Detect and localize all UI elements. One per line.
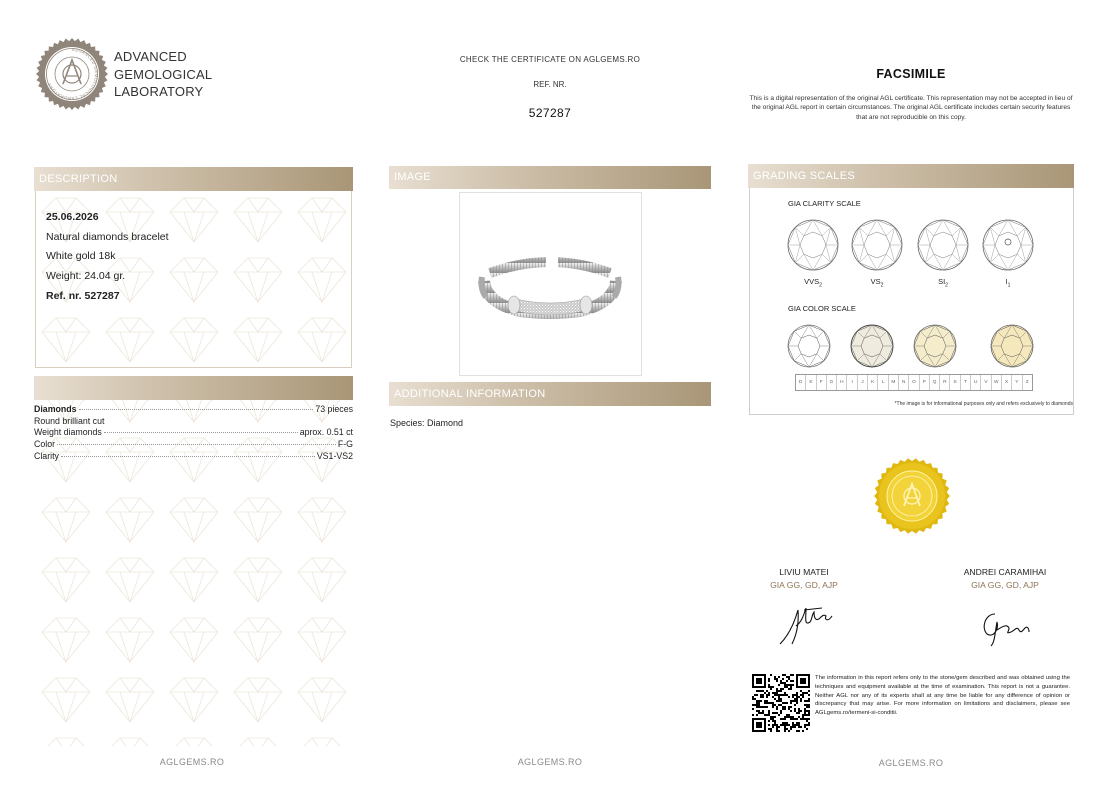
lab-name-line: GEMOLOGICAL	[114, 66, 213, 82]
lab-name	[114, 48, 212, 101]
diamond-specs-table	[34, 404, 353, 463]
color-grade-cell: L	[878, 375, 888, 390]
color-grade-cell: H	[837, 375, 847, 390]
grading-scales-header: GRADING SCALES	[748, 164, 1074, 188]
color-grade-cell: I	[847, 375, 857, 390]
color-grade-cell: N	[899, 375, 909, 390]
additional-info-header: ADDITIONAL INFORMATION	[389, 382, 711, 406]
lab-name-line: LABORATORY	[114, 84, 204, 99]
color-grade-cell: S	[950, 375, 960, 390]
spec-value: aprox. 0.51 ct	[299, 427, 353, 438]
footer-link[interactable]: AGLGEMS.RO	[878, 758, 944, 768]
spec-row	[34, 404, 353, 416]
clarity-label-i: $I_1$	[1005, 277, 1011, 289]
gold-seal-icon	[874, 458, 950, 534]
bracelet-image	[460, 193, 641, 375]
clarity-gem-si	[918, 220, 968, 270]
clarity-diamonds	[786, 218, 1038, 274]
color-grade-cell: U	[971, 375, 981, 390]
spec-leader	[61, 456, 315, 457]
item-metal: White gold 18k	[46, 250, 116, 263]
certificate-date: 25.06.2026	[46, 211, 99, 223]
clarity-label-vs: $VS_2$	[870, 277, 884, 289]
image-header: IMAGE	[389, 166, 711, 189]
species-text: Species: Diamond	[390, 418, 464, 428]
seal-ring-text: ADVANCED GEMOLOGICAL LABORATORY	[46, 46, 100, 102]
color-grade-cell: Z	[1025, 380, 1029, 385]
clarity-scale-title: GIA CLARITY SCALE	[788, 199, 861, 208]
color-grade-cell: O	[909, 375, 919, 390]
agl-seal-logo	[36, 38, 108, 110]
color-grade-cell: V	[981, 375, 991, 390]
specs-header	[34, 376, 353, 400]
color-grade-cell: G	[827, 375, 837, 390]
ref-label: REF. NR.	[533, 80, 567, 89]
grading-disclaimer: *The image is for informational purposes only and refers exclusively to diamonds	[894, 401, 1073, 407]
color-grade-bar	[795, 374, 1033, 391]
lab-name-line: ADVANCED	[114, 49, 187, 64]
facsimile-notice: This is a digital representation of the original AGL certificate. This representation may not be accepted in lieu of the original AGL report in certain circumstances. The original AGL certificate includes certain security features that are not reproducible on this copy.	[749, 95, 1073, 121]
color-grade-cell: P	[920, 375, 930, 390]
color-grade-cell: Q	[930, 375, 940, 390]
color-grade-cell: E	[806, 375, 816, 390]
spec-value: VS1-VS2	[316, 450, 353, 461]
spec-row	[34, 439, 353, 451]
check-certificate-link[interactable]: CHECK THE CERTIFICATE ON AGLGEMS.RO	[459, 55, 641, 64]
signatory-name: LIVIU MATEI	[779, 567, 829, 577]
spec-label: Clarity	[34, 450, 59, 461]
spec-label: Round brilliant cut	[34, 415, 105, 426]
color-grade-cell: R	[940, 375, 950, 390]
spec-row	[34, 427, 353, 439]
bracelet-photo-frame	[459, 192, 642, 376]
spec-value: F-G	[337, 439, 353, 450]
color-grade-cell: X	[1002, 375, 1012, 390]
spec-row	[34, 451, 353, 463]
facsimile-title: FACSIMILE	[876, 67, 946, 81]
signature-andrei-caramihai	[975, 602, 1045, 652]
ref-value: 527287	[528, 106, 572, 120]
spec-leader	[79, 409, 314, 410]
spec-leader	[57, 444, 336, 445]
qr-code[interactable]	[752, 674, 810, 732]
description-header: DESCRIPTION	[34, 167, 353, 191]
spec-leader	[104, 432, 298, 433]
spec-label: Color	[34, 439, 56, 450]
item-ref: Ref. nr. 527287	[46, 289, 120, 302]
signatory-credentials: GIA GG, GD, AJP	[770, 580, 838, 590]
item-description: Natural diamonds bracelet	[46, 230, 169, 243]
clarity-label-si: $SI_2$	[938, 277, 948, 289]
certificate-ref-block	[400, 55, 700, 120]
clarity-gem-vs	[852, 220, 902, 270]
signature-liviu-matei	[774, 600, 844, 650]
color-grade-cell: F	[817, 375, 827, 390]
color-grade-cell: J	[858, 375, 868, 390]
color-grade-cell: Y	[1012, 375, 1022, 390]
clarity-gem-vvs	[788, 220, 838, 270]
spec-row	[34, 416, 353, 428]
footer-link[interactable]: AGLGEMS.RO	[517, 757, 583, 767]
signatory-name: ANDREI CARAMIHAI	[963, 567, 1047, 577]
color-grade-cell: M	[889, 375, 899, 390]
clarity-label-vvs: $VVS_2$	[804, 277, 822, 289]
color-diamonds	[786, 322, 1038, 370]
color-grade-cell: T	[961, 375, 971, 390]
spec-label: Diamonds	[34, 404, 77, 414]
color-grade-cell: D	[796, 375, 806, 390]
item-weight: Weight: 24.04 gr.	[46, 270, 126, 283]
description-lines	[46, 208, 169, 307]
footer-link[interactable]: AGLGEMS.RO	[159, 757, 225, 767]
legal-disclaimer: The information in this report refers only to the stone/gem described and was obtained using the techniques and equipment available at the time of examination. This report is not a guarantee. Neither AGL nor any of its experts shall at any time be liable for any difference of opinion or discrepancy that may arise. For more information on limitations and disclaimers, please see AGLgems.ro/termeni-si-conditii.	[815, 675, 1070, 717]
signatory-credentials: GIA GG, GD, AJP	[971, 580, 1039, 590]
spec-label: Weight diamonds	[34, 427, 102, 438]
color-scale-title: GIA COLOR SCALE	[788, 304, 856, 313]
color-grade-cell: W	[992, 375, 1002, 390]
color-grade-cell: K	[868, 375, 878, 390]
spec-value: 73 pieces	[315, 404, 353, 414]
